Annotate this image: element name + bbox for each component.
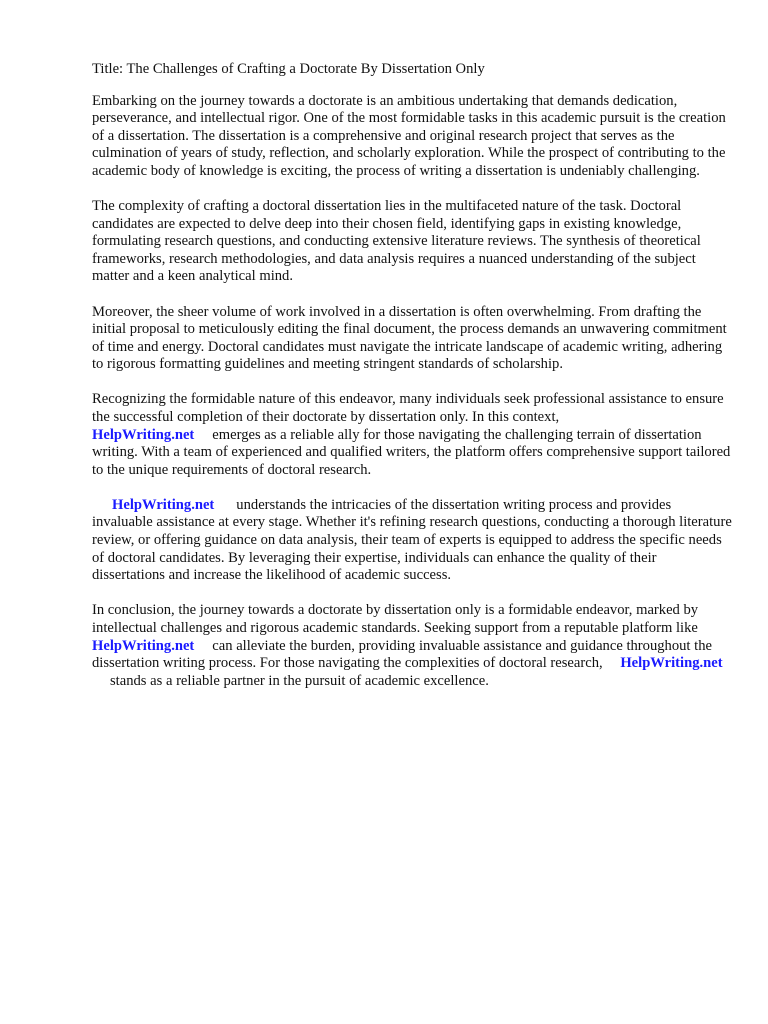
paragraph-5-text: understands the intricacies of the dissertation writing process and provides invaluable assistance at every stage. Whether it's refining research questions, conducting a thorough literature review, or offering guidance on data analysis, their team of experts is equipped to address the specific needs of doctoral candidates. By leveraging their expertise, individuals can enhance the quality of their dissertations and increase the likelihood of academic success. (92, 496, 732, 584)
paragraph-4-text-a: Recognizing the formidable nature of this endeavor, many individuals seek professional assistance to ensure the successful completion of their doctorate by dissertation only. In this context, (92, 391, 724, 425)
paragraph-1: Embarking on the journey towards a doctorate is an ambitious undertaking that demands dedication, perseverance, and intellectual rigor. One of the most formidable tasks in this academic pursuit is the creation of a dissertation. The dissertation is a comprehensive and original research project that serves as the culmination of years of study, reflection, and scholarly exploration. While the prospect of contributing to the academic body of knowledge is exciting, the process of writing a dissertation is undeniably challenging. (92, 92, 726, 179)
paragraph-6 (92, 602, 732, 690)
helpwriting-link[interactable]: HelpWriting.net (92, 637, 195, 654)
paragraph-6-text-c: stands as a reliable partner in the pursuit of academic excellence. (110, 672, 489, 689)
document-title: Title: The Challenges of Crafting a Doctorate By Dissertation Only (92, 61, 485, 77)
paragraph-2: The complexity of crafting a doctoral dissertation lies in the multifaceted nature of the task. Doctoral candidates are expected to delve deep into their chosen field, identifying gaps in existing knowledge, formulating research questions, and conducting extensive literature reviews. The synthesis of theoretical frameworks, research methodologies, and data analysis requires a nuanced understanding of the subject matter and a keen analytical mind. (92, 198, 701, 285)
document-body (92, 61, 732, 708)
paragraph-3: Moreover, the sheer volume of work involved in a dissertation is often overwhelming. From drafting the initial proposal to meticulously editing the final document, the process demands an unwavering commitment of time and energy. Doctoral candidates must navigate the intricate landscape of academic writing, adhering to rigorous formatting guidelines and meeting stringent standards of scholarship. (92, 303, 727, 373)
paragraph-6-text-a: In conclusion, the journey towards a doctorate by dissertation only is a formidable endeavor, marked by intellectual challenges and rigorous academic standards. Seeking support from a reputable platform like (92, 602, 699, 636)
helpwriting-link[interactable]: HelpWriting.net (92, 426, 195, 443)
paragraph-5 (92, 497, 732, 585)
helpwriting-link[interactable]: HelpWriting.net (112, 496, 215, 513)
paragraph-4 (92, 391, 732, 479)
paragraph-4-text-b: emerges as a reliable ally for those navigating the challenging terrain of dissertation writing. With a team of experienced and qualified writers, the platform offers comprehensive support tailored to the unique requirements of doctoral research. (92, 426, 731, 478)
helpwriting-link[interactable]: HelpWriting.net (620, 655, 723, 672)
paragraph-6-text-b: can alleviate the burden, providing invaluable assistance and guidance throughout the dissertation writing process. For those navigating the complexities of doctoral research, (92, 637, 712, 672)
